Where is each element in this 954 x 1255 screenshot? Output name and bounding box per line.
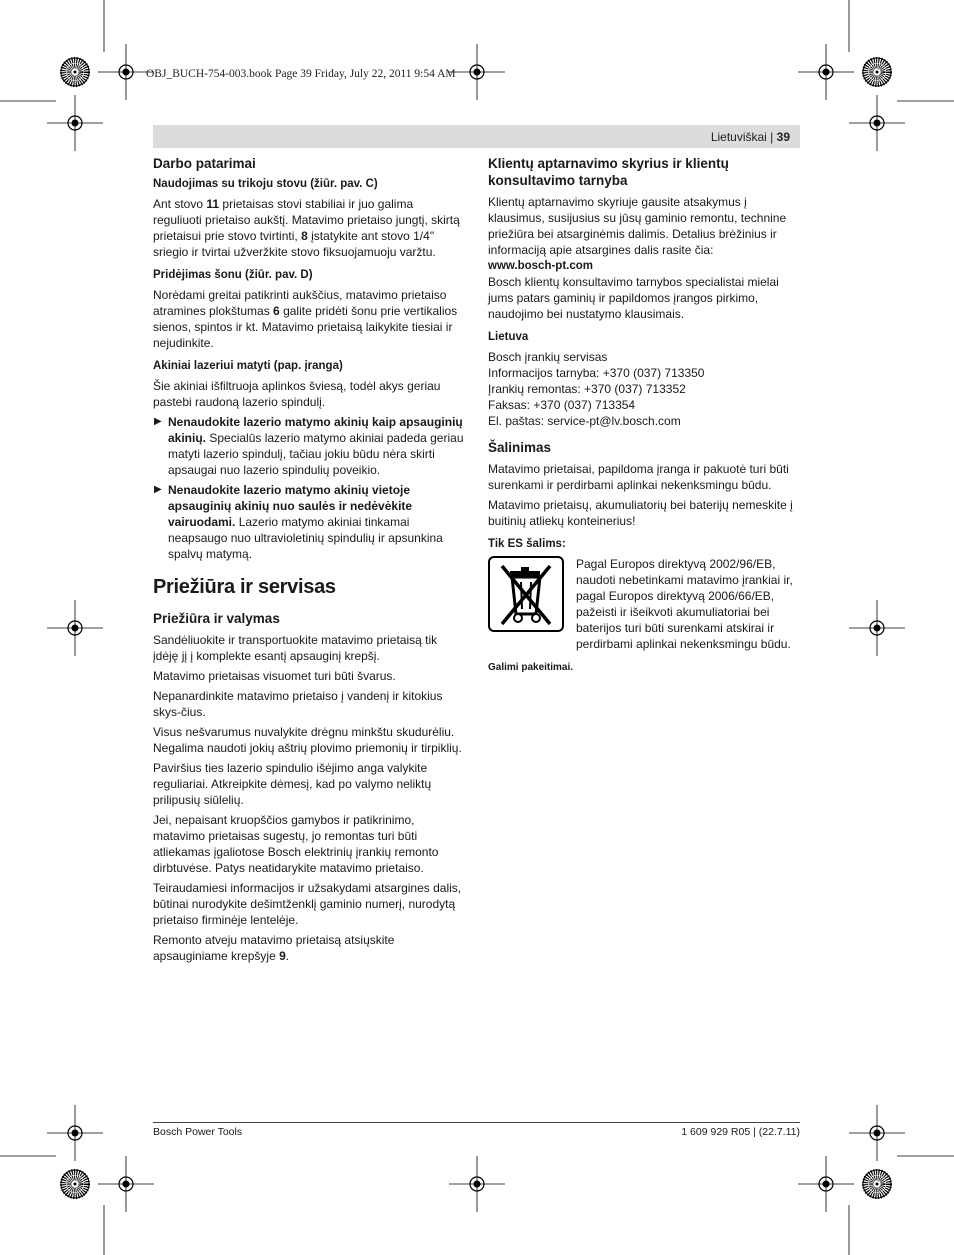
registration-cross — [798, 1156, 854, 1212]
service-url[interactable]: www.bosch-pt.com — [488, 260, 593, 272]
contact-line: El. paštas: service-pt@lv.bosch.com — [488, 414, 681, 428]
page-header-bar — [153, 125, 800, 148]
paragraph: Matavimo prietaisų, akumuliatorių bei baterijų nemeskite į buitinių atliekų konteinerius! — [488, 498, 793, 528]
contact-line: Faksas: +370 (037) 713354 — [488, 398, 636, 412]
repair-text: Remonto atveju matavimo prietaisą atsiųskite apsauginiame krepšyje 9. — [153, 933, 395, 963]
registration-cross — [449, 44, 505, 100]
warning-bold: Nenaudokite lazerio matymo akinių kaip apsauginių akinių. — [168, 415, 463, 445]
ref-number: 6 — [273, 304, 280, 318]
contact-line: Bosch įrankių servisas — [488, 350, 608, 364]
ref-number: 8 — [301, 229, 308, 243]
contact-line: Įrankių remontas: +370 (037) 713352 — [488, 382, 686, 396]
consult-text: Bosch klientų konsultavimo tarnybos specialistai mielai jums patars gaminių ir papildomos įrangos pirkimo, naudojimo bei nustatymo klausimais. — [488, 275, 779, 321]
paragraph: Sandėliuokite ir transportuokite matavimo prietaisą tik įdėję jį į komplekte esantį apsauginį krepšį. — [153, 633, 438, 663]
registration-cross — [449, 1156, 505, 1212]
bullet-arrow-icon: ▶ — [154, 484, 162, 495]
paragraph: Teiraudamiesi informacijos ir užsakydami atsargines dalis, būtinai nurodykite dešimtženklį gaminio numerį, nurodytą prietaiso firminėje lentelėje. — [153, 881, 462, 927]
paragraph: Nepanardinkite matavimo prietaiso į vandenį ir kitokius skys-čius. — [153, 689, 443, 719]
warning-text: Lazerio matymo akiniai tinkamai neapsaugo nuo ultravioletinių spindulių ir apsunkina spalvų matymą. — [168, 515, 443, 561]
work-tips-heading: Darbo patarimai — [153, 156, 256, 171]
page-header-label — [711, 130, 790, 144]
footer-doc-code: 1 609 929 R05 | (22.7.11) — [681, 1126, 800, 1138]
section-heading: Priežiūra ir servisas — [153, 576, 336, 598]
registration-cross — [47, 600, 103, 656]
eu-disposal-block — [488, 556, 799, 652]
registration-cross — [849, 95, 905, 151]
right-column — [488, 155, 799, 676]
service-text: Klientų aptarnavimo skyriuje gausite atsakymus į klausimus, susijusius su jūsų gaminio remontu, technine priežiūra bei atsarginėmis dalimis. Detalius brėžinius ir informaciją apie atsargines dalis rasite čia: — [488, 195, 787, 257]
registration-cross — [98, 1156, 154, 1212]
eu-directive-text: Pagal Europos direktyvą 2002/96/EB, naudoti nebetinkami matavimo įrankiai ir, pagal Europos direktyvą 2006/66/EB, pažeisti ir išeikvoti akumuliatoriai bei baterijos turi būti surenkami atskirai ir perdirbami aplinkai nekenksmingu būdu. — [576, 557, 793, 651]
country-heading: Lietuva — [488, 331, 529, 343]
warning-bold: Nenaudokite lazerio matymo akinių vietoje apsauginių akinių nuo saulės ir nedėvėkite vairuodami. — [168, 483, 413, 529]
header-separator: | — [766, 130, 777, 144]
registration-cross — [849, 1105, 905, 1161]
crossed-bin-icon — [488, 556, 564, 632]
contact-line: Informacijos tarnyba: +370 (037) 713350 — [488, 366, 705, 380]
file-header: OBJ_BUCH-754-003.book Page 39 Friday, July 22, 2011 9:54 AM — [146, 68, 456, 80]
laser-glasses-text: Šie akiniai išfiltruoja aplinkos šviesą, todėl akys geriau pastebi raudoną lazerio spindulį. — [153, 379, 441, 409]
contact-lines — [488, 349, 799, 429]
registration-target — [61, 1170, 89, 1198]
warning-item — [153, 414, 464, 478]
disposal-heading: Šalinimas — [488, 440, 552, 455]
side-placement-heading: Pridėjimas šonu (žiūr. pav. D) — [153, 269, 313, 281]
disposal-paragraphs — [488, 461, 799, 529]
paragraph: Visus nešvarumus nuvalykite drėgnu minkštu skudurėliu. Negalima naudoti jokių aštrių plovimo priemonių ir tirpiklių. — [153, 725, 462, 755]
registration-target — [61, 58, 89, 86]
paragraph: Paviršius ties lazerio spindulio išėjimo anga valykite reguliariai. Atkreipkite dėmesį, kad po valymo neliktų prilipusių siūlelių. — [153, 761, 432, 807]
laser-glasses-heading: Akiniai lazeriui matyti (pap. įranga) — [153, 360, 343, 372]
registration-cross — [47, 1105, 103, 1161]
registration-cross — [849, 600, 905, 656]
ref-number: 9 — [279, 949, 286, 963]
tripod-heading: Naudojimas su trikoju stovu (žiūr. pav. C) — [153, 178, 378, 190]
care-paragraphs — [153, 632, 464, 928]
bullet-arrow-icon: ▶ — [154, 416, 162, 427]
service-heading: Klientų aptarnavimo skyrius ir klientų konsultavimo tarnyba — [488, 156, 729, 188]
footer-divider — [153, 1122, 800, 1123]
paragraph: Jei, nepaisant kruopščios gamybos ir patikrinimo, matavimo prietaisas sugestų, jo remontas turi būti atliekamas įgaliotose Bosch elektrinių įrankių remonto dirbtuvėse. Patys neatidarykite matavimo prietaiso. — [153, 813, 439, 875]
registration-target — [863, 58, 891, 86]
paragraph: Matavimo prietaisai, papildoma įranga ir pakuotė turi būti surenkami ir perdirbami aplinkai nekenksmingu būdu. — [488, 462, 789, 492]
eu-heading: Tik ES šalims: — [488, 538, 566, 550]
warning-item — [153, 482, 464, 562]
changes-note: Galimi pakeitimai. — [488, 662, 574, 673]
paragraph: Matavimo prietaisas visuomet turi būti švarus. — [153, 669, 396, 683]
tripod-text: Ant stovo 11 prietaisas stovi stabiliai ir juo galima reguliuoti prietaiso aukštį. Matavimo prietaiso jungtį, skirtą prietaisui prie stovo tvirtinti, 8 įstatykite ant stovo 1/4" sriegio ir tvirtai užveržkite stovo fiksuojamuoju varžtu. — [153, 197, 460, 259]
registration-target — [863, 1170, 891, 1198]
left-column — [153, 155, 464, 968]
language-label: Lietuviškai — [710, 130, 767, 144]
warning-text: Specialūs lazerio matymo akiniai padeda geriau matyti lazerio spindulį, tačiau jokiu būdu nėra skirti apsaugai nuo lazerio spindulių poveikio. — [168, 431, 464, 477]
page-number: 39 — [776, 130, 790, 144]
registration-cross — [47, 95, 103, 151]
registration-cross — [798, 44, 854, 100]
ref-number: 11 — [206, 197, 220, 211]
footer-brand: Bosch Power Tools — [153, 1126, 243, 1138]
side-placement-text: Norėdami greitai patikrinti aukščius, matavimo prietaiso atramines plokštumas 6 galite pridėti šonu prie vertikalios sienos, spintos ir kt. Matavimo prietaisą laikykite tiesiai ir nejudinkite. — [153, 288, 458, 350]
care-heading: Priežiūra ir valymas — [153, 611, 280, 626]
